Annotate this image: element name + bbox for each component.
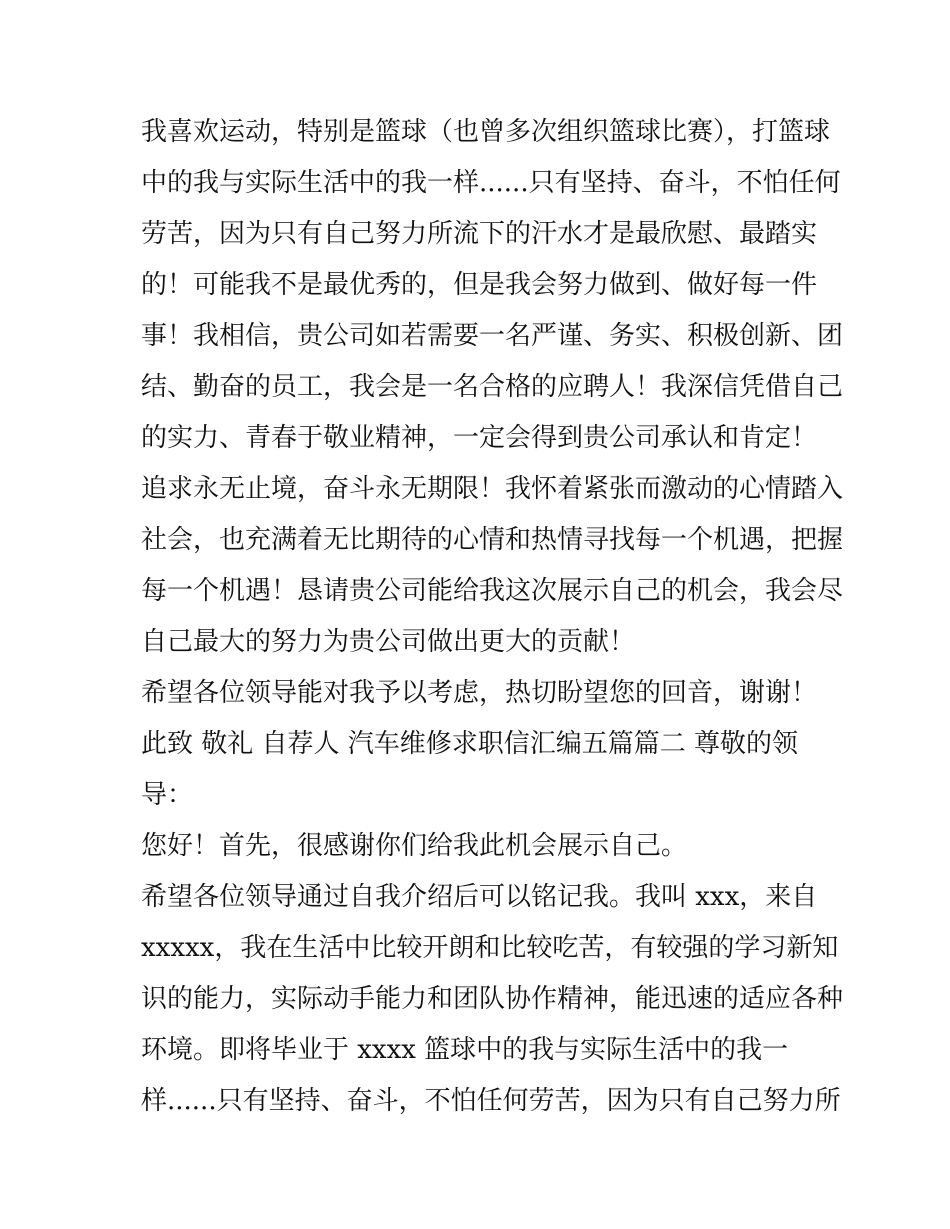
text-line: 结、勤奋的员工，我会是一名合格的应聘人！我深信凭借自己 bbox=[141, 372, 844, 402]
text-line: 此致 敬礼 自荐人 汽车维修求职信汇编五篇篇二 尊敬的领 bbox=[141, 729, 799, 759]
text-line: 的！可能我不是最优秀的，但是我会努力做到、做好每一件 bbox=[141, 270, 818, 300]
text-line: 希望各位领导通过自我介绍后可以铭记我。我叫 xxx，来自 bbox=[141, 882, 818, 912]
text-line: 社会，也充满着无比期待的心情和热情寻找每一个机遇，把握 bbox=[141, 525, 844, 555]
text-line: 希望各位领导能对我予以考虑，热切盼望您的回音，谢谢！ bbox=[141, 678, 818, 708]
text-line: 的实力、青春于敬业精神，一定会得到贵公司承认和肯定！ bbox=[141, 423, 818, 453]
text-line: 事！我相信，贵公司如若需要一名严谨、务实、积极创新、团 bbox=[141, 321, 844, 351]
text-line: 样......只有坚持、奋斗，不怕任何劳苦，因为只有自己努力所 bbox=[141, 1086, 841, 1116]
text-line: 我喜欢运动，特别是篮球（也曾多次组织篮球比赛），打篮球 bbox=[141, 117, 831, 147]
text-line: 追求永无止境，奋斗永无期限！我怀着紧张而激动的心情踏入 bbox=[141, 474, 844, 504]
text-line: 自己最大的努力为贵公司做出更大的贡献！ bbox=[141, 627, 636, 657]
text-line: 识的能力，实际动手能力和团队协作精神，能迅速的适应各种 bbox=[141, 984, 844, 1014]
text-line: 您好！首先，很感谢你们给我此机会展示自己。 bbox=[141, 831, 688, 861]
text-line: xxxxx，我在生活中比较开朗和比较吃苦，有较强的学习新知 bbox=[141, 933, 839, 963]
body-text bbox=[141, 107, 844, 1127]
text-line: 每一个机遇！恳请贵公司能给我这次展示自己的机会，我会尽 bbox=[141, 576, 844, 606]
text-line: 中的我与实际生活中的我一样......只有坚持、奋斗，不怕任何 bbox=[141, 168, 841, 198]
text-line: 导： bbox=[141, 780, 194, 810]
text-line: 劳苦，因为只有自己努力所流下的汗水才是最欣慰、最踏实 bbox=[141, 219, 818, 249]
text-line: 环境。即将毕业于 xxxx 篮球中的我与实际生活中的我一 bbox=[141, 1035, 789, 1065]
